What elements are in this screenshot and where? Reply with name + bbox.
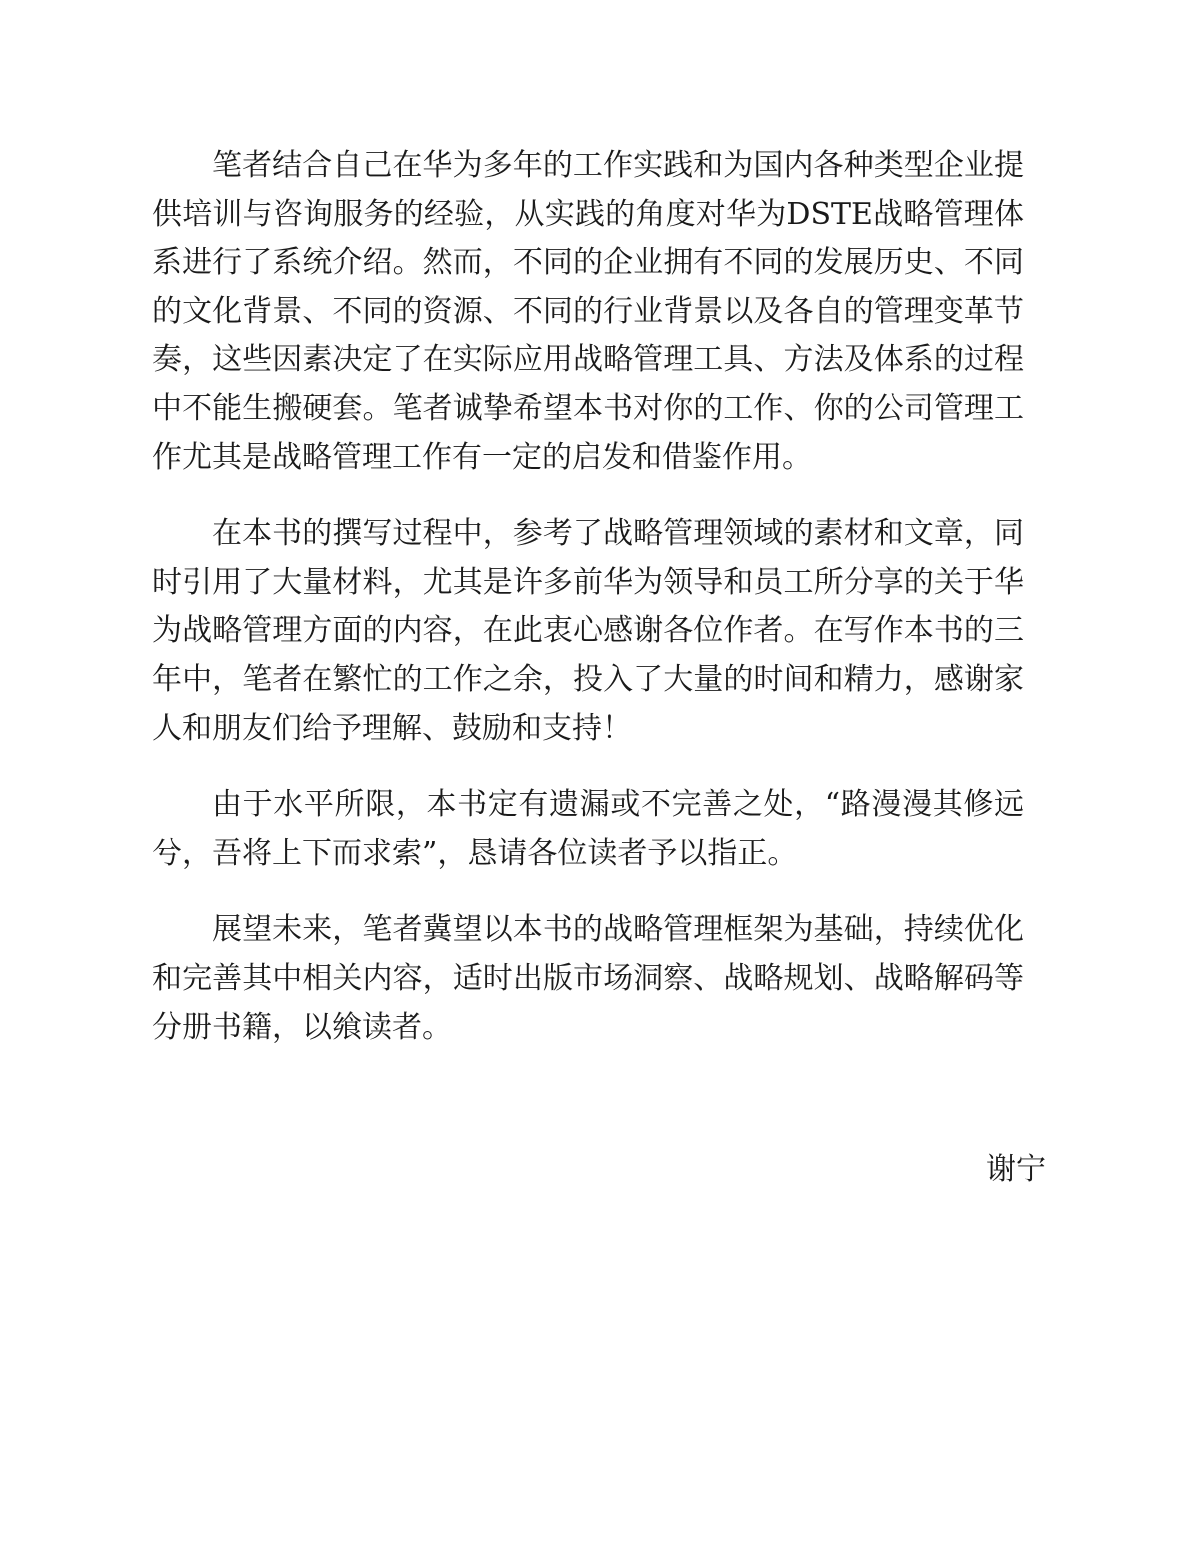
document-body: [152, 142, 1024, 1052]
paragraph-request-corrections: 由于水平所限，本书定有遗漏或不完善之处，“路漫漫其修远兮，吾将上下而求索”，恳请各位读者予以指正。: [152, 787, 1024, 871]
paragraph-outlook: 展望未来，笔者冀望以本书的战略管理框架为基础，持续优化和完善其中相关内容，适时出版市场洞察、战略规划、战略解码等分册书籍，以飨读者。: [152, 912, 1024, 1045]
paragraph-thanks: 在本书的撰写过程中，参考了战略管理领域的素材和文章，同时引用了大量材料，尤其是许多前华为领导和员工所分享的关于华为战略管理方面的内容，在此衷心感谢各位作者。在写作本书的三年中，笔者在繁忙的工作之余，投入了大量的时间和精力，感谢家人和朋友们给予理解、鼓励和支持！: [152, 516, 1024, 746]
author-signature: 谢宁: [986, 1152, 1046, 1187]
paragraph-acknowledgement-intro: 笔者结合自己在华为多年的工作实践和为国内各种类型企业提供培训与咨询服务的经验，从实践的角度对华为DSTE战略管理体系进行了系统介绍。然而，不同的企业拥有不同的发展历史、不同的文化背景、不同的资源、不同的行业背景以及各自的管理变革节奏，这些因素决定了在实际应用战略管理工具、方法及体系的过程中不能生搬硬套。笔者诚挚希望本书对你的工作、你的公司管理工作尤其是战略管理工作有一定的启发和借鉴作用。: [152, 148, 1024, 475]
